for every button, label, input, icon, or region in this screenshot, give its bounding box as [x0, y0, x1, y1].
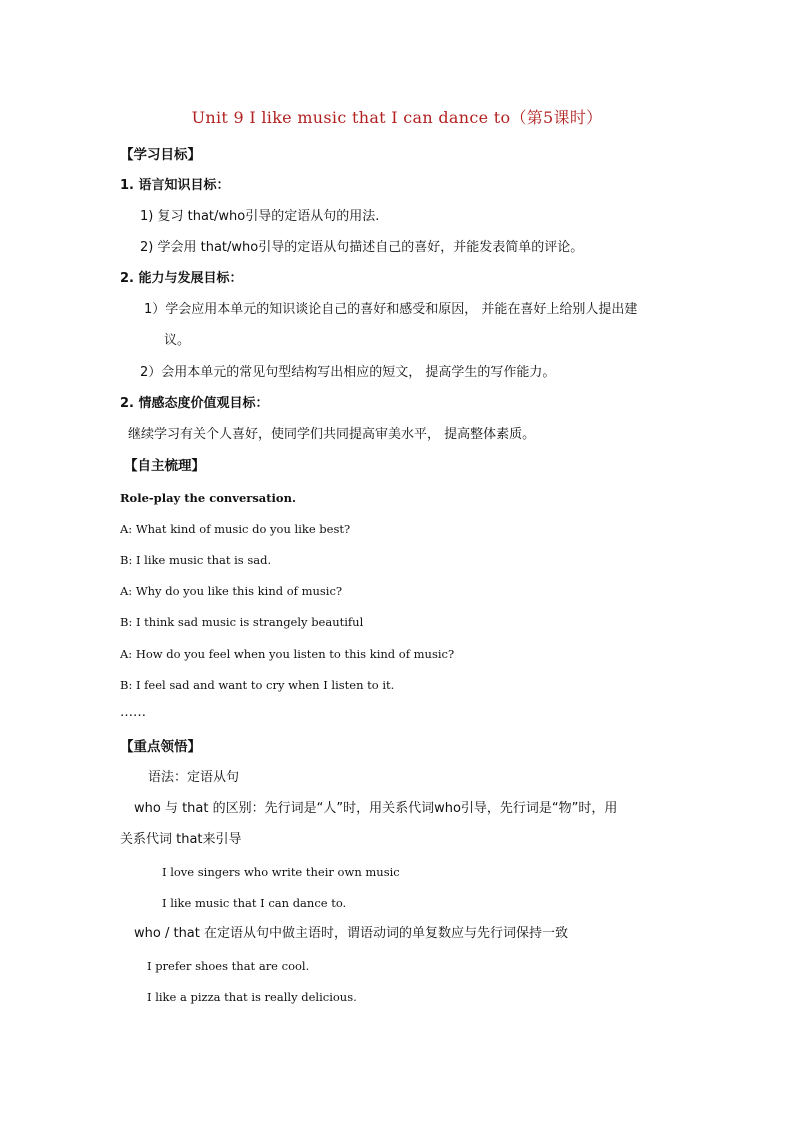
- example-sentence: I like music that I can dance to.: [162, 896, 347, 910]
- objective-2-heading: 2. 能力与发展目标：: [120, 271, 243, 286]
- dialogue-line: A: Why do you like this kind of music?: [120, 584, 343, 598]
- example-sentence: I prefer shoes that are cool.: [147, 959, 310, 973]
- self-study-heading: 【自主梳理】: [124, 458, 205, 474]
- objective-3-text: 继续学习有关个人喜好，使同学们共同提高审美水平， 提高整体素质。: [128, 427, 536, 442]
- objectives-heading: 【学习目标】: [120, 147, 201, 163]
- roleplay-instruction: Role-play the conversation.: [120, 491, 296, 505]
- rule-1-line1: who 与 that 的区别：先行词是“人”时，用关系代词who引导，先行词是“物”时，用: [134, 801, 618, 816]
- grammar-topic: 语法：定语从句: [148, 770, 240, 785]
- objective-1-b: 2) 学会用 that/who引导的定语从句描述自己的喜好，并能发表简单的评论。: [140, 240, 584, 255]
- page-title: Unit 9 I like music that I can dance to（第5课时）: [191, 108, 603, 127]
- objective-2-a-line2: 议。: [164, 333, 191, 348]
- rule-1-line2: 关系代词 that来引导: [120, 832, 242, 847]
- objective-2-b: 2）会用本单元的常见句型结构写出相应的短文， 提高学生的写作能力。: [140, 365, 556, 380]
- example-sentence: I like a pizza that is really delicious.: [147, 990, 357, 1004]
- objective-3-heading: 2. 情感态度价值观目标：: [120, 396, 269, 411]
- dialogue-line: B: I think sad music is strangely beautiful: [120, 615, 364, 629]
- example-sentence: I love singers who write their own music: [162, 865, 400, 879]
- dialogue-line: A: How do you feel when you listen to this kind of music?: [120, 647, 455, 661]
- rule-2: who / that 在定语从句中做主语时，谓语动词的单复数应与先行词保持一致: [134, 926, 569, 941]
- dialogue-line: B: I feel sad and want to cry when I listen to it.: [120, 678, 395, 692]
- key-points-heading: 【重点领悟】: [120, 739, 201, 755]
- ellipsis: ……: [120, 705, 146, 720]
- dialogue-line: A: What kind of music do you like best?: [120, 522, 351, 536]
- dialogue-line: B: I like music that is sad.: [120, 553, 272, 567]
- objective-1-heading: 1. 语言知识目标：: [120, 178, 230, 193]
- objective-2-a-line1: 1）学会应用本单元的知识谈论自己的喜好和感受和原因， 并能在喜好上给别人提出建: [144, 302, 638, 317]
- objective-1-a: 1) 复习 that/who引导的定语从句的用法.: [140, 209, 380, 224]
